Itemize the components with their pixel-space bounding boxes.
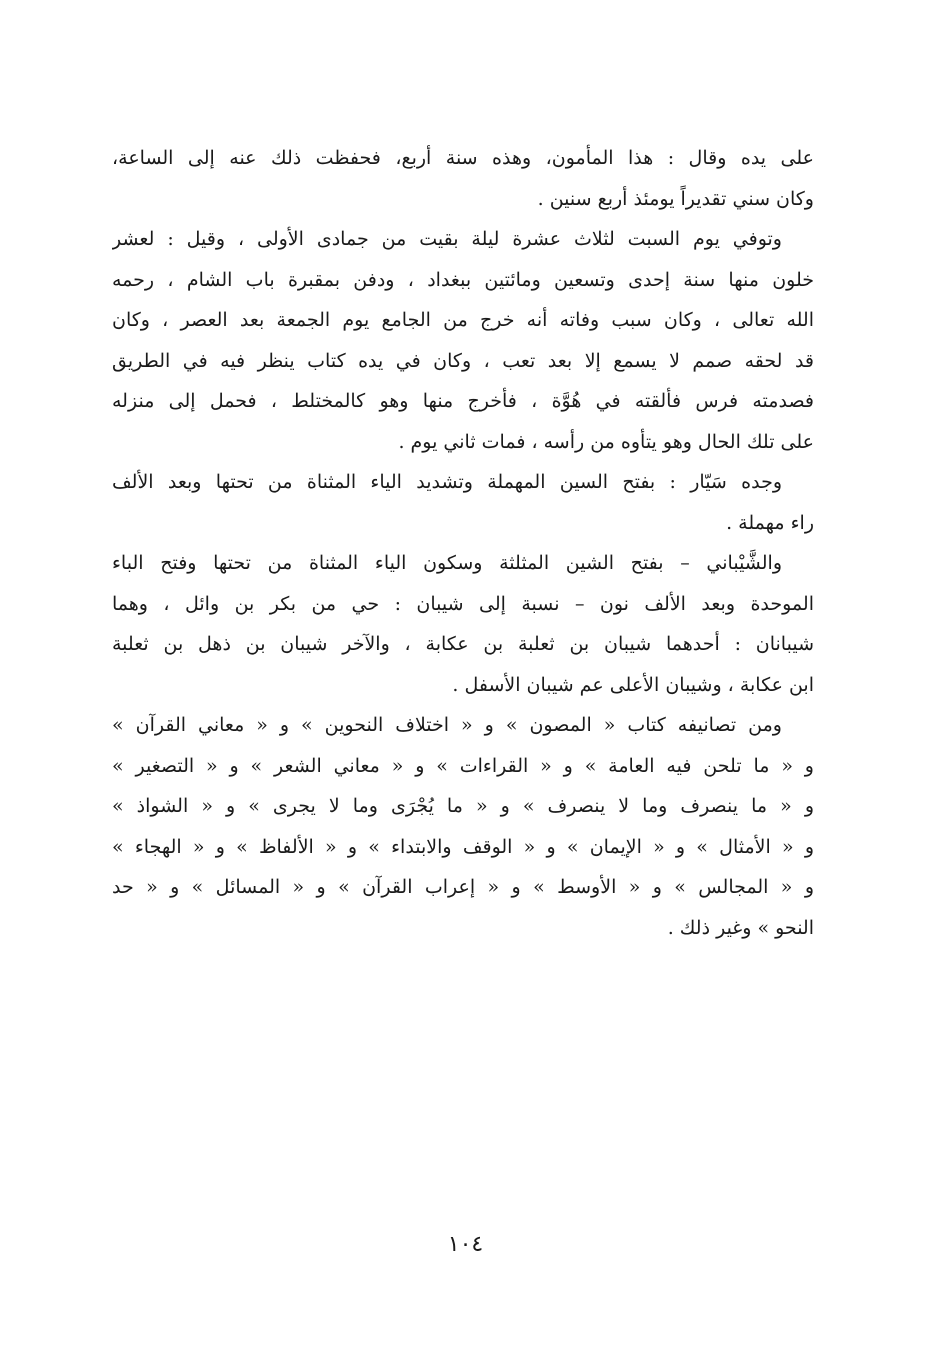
page-number: ١٠٤ — [447, 1232, 484, 1257]
text-line: النحو » وغير ذلك . — [667, 916, 814, 939]
body-text — [112, 138, 814, 948]
text-line: ومن تصانيفه كتاب « المصون » و « اختلاف النحوين » و « معاني القرآن » — [112, 714, 782, 736]
text-line: وكان سني تقديراً يومئذ أربع سنين . — [537, 187, 814, 210]
text-line: ابن عكابة ، وشيبان الأعلى عم شيبان الأسفل . — [452, 673, 814, 696]
text-line: الله تعالى ، وكان سبب وفاته أنه خرج من الجامع يوم الجمعة بعد العصر ، وكان — [112, 309, 814, 331]
text-line: راء مهملة . — [726, 511, 814, 534]
text-line: وتوفي يوم السبت لثلاث عشرة ليلة بقيت من جمادى الأولى ، وقيل : لعشر — [112, 228, 782, 250]
text-line: و « الأمثال » و « الإيمان » و « الوقف والابتداء » و « الألفاظ » و « الهجاء » — [112, 835, 814, 858]
text-line: و « ما ينصرف وما لا ينصرف » و « ما يُجْرَى وما لا يجرى » و « الشواذ » — [112, 795, 814, 817]
text-line: و « ما تلحن فيه العامة » و « القراءات » و « معاني الشعر » و « التصغير » — [112, 754, 814, 777]
text-line: على تلك الحال وهو يتأوه من رأسه ، فمات ثاني يوم . — [398, 430, 814, 453]
text-line: شيبانان : أحدهما شيبان بن ثعلبة بن عكابة ، والآخر شيبان بن ذهل بن ثعلبة — [112, 633, 814, 655]
text-line: خلون منها سنة إحدى وتسعين ومائتين ببغداد ، ودفن بمقبرة باب الشام ، رحمه — [112, 268, 814, 291]
text-line: الموحدة وبعد الألف نون – نسبة إلى شيبان : حي من بكر بن وائل ، وهما — [112, 592, 814, 615]
text-line: و « المجالس » و « الأوسط » و « إعراب القرآن » و « المسائل » و « حد — [112, 876, 814, 898]
text-line: وجده سَيّار : بفتح السين المهملة وتشديد الياء المثناة من تحتها وبعد الألف — [112, 471, 782, 493]
text-line: قد لحقه صمم لا يسمع إلا بعد تعب ، وكان في يده كتاب ينظر فيه في الطريق — [112, 349, 814, 372]
text-line: فصدمته فرس فألقته في هُوَّة ، فأخرج منها وهو كالمختلط ، فحمل إلى منزله — [112, 390, 814, 412]
text-line: على يده وقال : هذا المأمون، وهذه سنة أربع، فحفظت ذلك عنه إلى الساعة، — [112, 147, 814, 169]
text-line: والشَّيْباني – بفتح الشين المثلثة وسكون الياء المثناة من تحتها وفتح الباء — [112, 552, 782, 574]
